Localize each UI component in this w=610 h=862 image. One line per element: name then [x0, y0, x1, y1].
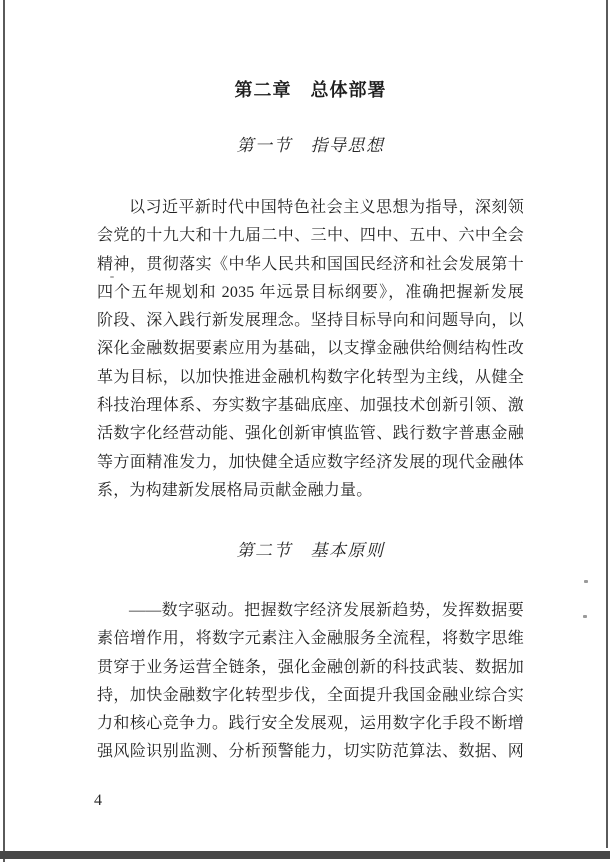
- paragraph-guiding-ideology: [97, 194, 524, 505]
- text-line: 四个五年规划和 2035 年远景目标纲要》，准确把握新发展: [97, 283, 524, 301]
- text-line: 会党的十九大和十九届二中、三中、四中、五中、六中全会: [97, 227, 524, 245]
- chapter-title: 第二章 总体部署: [234, 80, 387, 100]
- text-line: 深化金融数据要素应用为基础，以支撑金融供给侧结构性改: [97, 340, 524, 358]
- scan-speck: [583, 615, 587, 618]
- section-heading-basic-principles: 第二节 基本原则: [236, 541, 385, 560]
- page-number: 4: [94, 792, 102, 809]
- text-line: 阶段、深入践行新发展理念。坚持目标导向和问题导向，以: [97, 312, 524, 330]
- section-heading-guiding-ideology: 第一节 指导思想: [236, 136, 385, 155]
- scan-speck: [584, 580, 588, 583]
- text-line: 革为目标，以加快推进金融机构数字化转型为主线，从健全: [97, 368, 524, 386]
- scan-artifact-left-edge: [3, 0, 5, 862]
- text-line: 以习近平新时代中国特色社会主义思想为指导，深刻领: [129, 199, 524, 216]
- text-line: 强风险识别监测、分析预警能力，切实防范算法、数据、网: [97, 743, 524, 761]
- text-line: 素倍增作用，将数字元素注入金融服务全流程，将数字思维: [97, 630, 524, 648]
- paragraph-digital-drive: [97, 597, 524, 767]
- text-line: 精神，贯彻落实《中华人民共和国国民经济和社会发展第十: [97, 255, 524, 273]
- scan-speck: [110, 276, 114, 278]
- text-line: 贯穿于业务运营全链条，强化金融创新的科技武装、数据加: [97, 658, 524, 676]
- text-line: 系，为构建新发展格局贡献金融力量。: [97, 481, 373, 499]
- text-line: 力和核心竞争力。践行安全发展观，运用数字化手段不断增: [97, 715, 524, 733]
- scan-artifact-right-edge: [606, 0, 608, 848]
- text-line: ——数字驱动。把握数字经济发展新趋势，发挥数据要: [129, 602, 524, 619]
- text-line: 持，加快金融数字化转型步伐，全面提升我国金融业综合实: [97, 686, 524, 704]
- scan-artifact-bottom-edge: [0, 851, 610, 859]
- text-line: 活数字化经营动能、强化创新审慎监管、践行数字普惠金融: [97, 425, 524, 443]
- text-line: 科技治理体系、夯实数字基础底座、加强技术创新引领、激: [97, 397, 524, 415]
- text-line: 等方面精准发力，加快健全适应数字经济发展的现代金融体: [97, 453, 524, 471]
